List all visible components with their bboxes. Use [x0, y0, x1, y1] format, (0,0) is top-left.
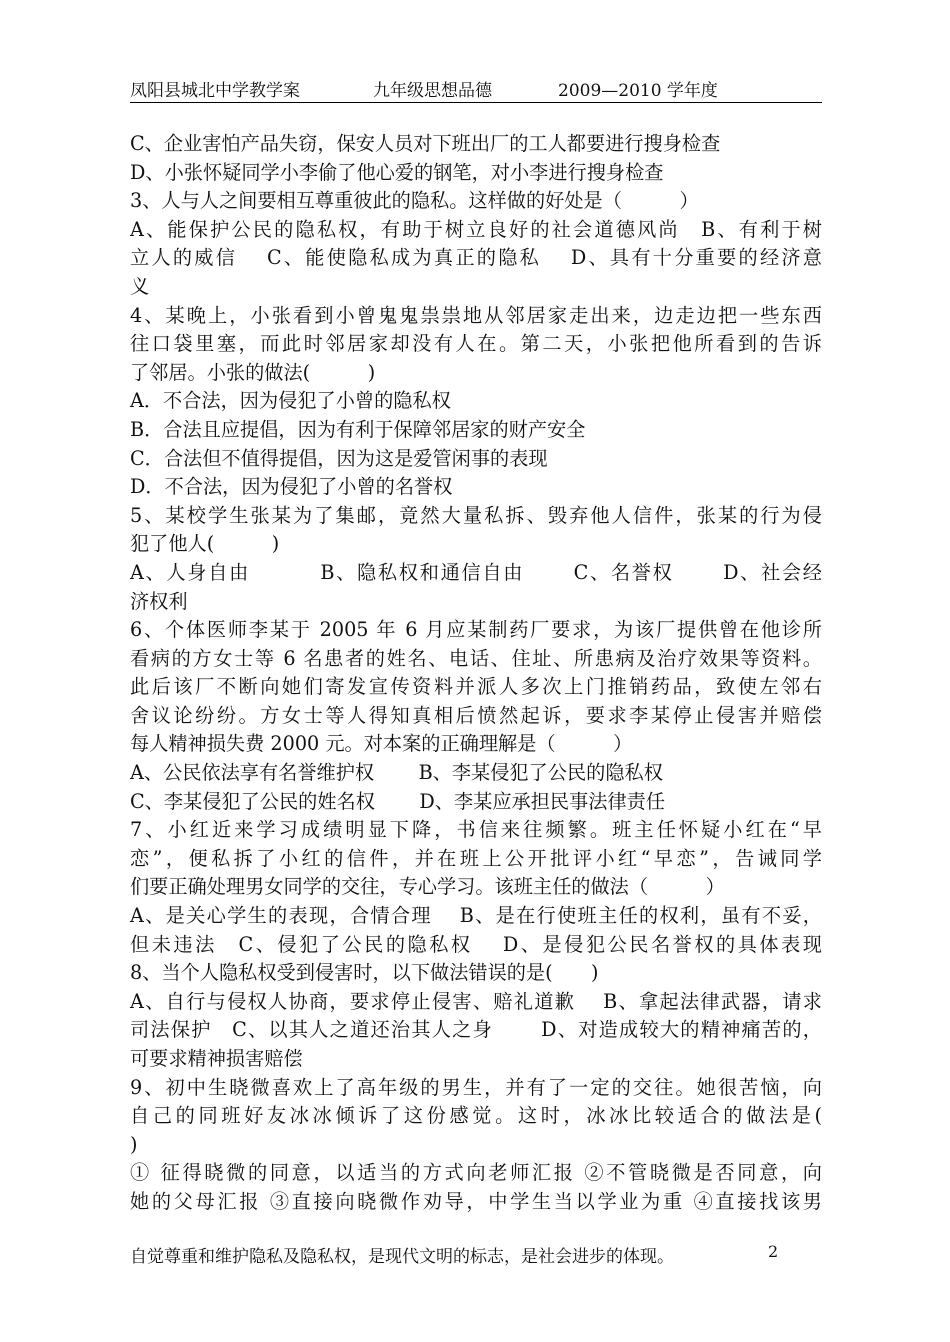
text-line: C．合法但不值得提倡，因为这是爱管闲事的表现: [130, 446, 548, 470]
text-line: D．不合法，因为侵犯了小曾的名誉权: [130, 475, 453, 499]
text-line: D、小张怀疑同学小李偷了他心爱的钢笔，对小李进行搜身检查: [130, 160, 664, 184]
text-line: 恋”，便私拆了小红的信件，并在班上公开批评小红“早恋”，告诫同学: [130, 846, 822, 870]
text-line: ① 征得晓微的同意，以适当的方式向老师汇报 ②不管晓微是否同意，向: [130, 1161, 822, 1185]
text-line: A、公民依法享有名誉维护权 B、李某侵犯了公民的隐私权: [130, 761, 663, 785]
text-line: A．不合法，因为侵犯了小曾的隐私权: [130, 389, 451, 413]
text-line: 司法保护 C、以其人之道还治其人之身 D、对造成较大的精神痛苦的，: [130, 1018, 822, 1042]
page-number: 2: [768, 1242, 779, 1261]
text-line: 立人的威信 C、能使隐私成为真正的隐私 D、具有十分重要的经济意: [130, 246, 822, 270]
text-line: 9、初中生晓微喜欢上了高年级的男生，并有了一定的交往。她很苦恼，向: [130, 1075, 822, 1099]
text-line: 自己的同班好友冰冰倾诉了这份感觉。这时，冰冰比较适合的做法是(: [130, 1104, 822, 1128]
text-line: 舍议论纷纷。方女士等人得知真相后愤然起诉，要求李某停止侵害并赔偿: [130, 703, 822, 727]
text-line: 6、个体医师李某于 2005 年 6 月应某制药厂要求，为该厂提供曾在他诊所: [130, 618, 822, 642]
text-line: 但未违法 C、侵犯了公民的隐私权 D、是侵犯公民名誉权的具体表现: [130, 932, 822, 956]
text-line: 3、人与人之间要相互尊重彼此的隐私。这样做的好处是（ ）: [130, 189, 699, 213]
text-line: 犯了他人( ): [130, 532, 280, 556]
page-header: [130, 76, 822, 103]
text-line: 此后该厂不断向她们寄发宣传资料并派人多次上门推销药品，致使左邻右: [130, 675, 822, 699]
text-line: 们要正确处理男女同学的交往，专心学习。该班主任的做法（ ）: [130, 875, 725, 899]
text-line: 义: [130, 274, 150, 298]
document-body: [130, 130, 822, 1217]
text-line: 5、某校学生张某为了集邮，竟然大量私拆、毁弃他人信件，张某的行为侵: [130, 503, 822, 527]
text-line: 每人精神损失费 2000 元。对本案的正确理解是（ ）: [130, 732, 633, 756]
text-line: A、自行与侵权人协商，要求停止侵害、赔礼道歉 B、拿起法律武器，请求: [130, 989, 822, 1013]
text-line: 7、小红近来学习成绩明显下降，书信来往频繁。班主任怀疑小红在“早: [130, 818, 822, 842]
text-line: 她的父母汇报 ③直接向晓微作劝导，中学生当以学业为重 ④直接找该男: [130, 1189, 822, 1213]
footer-slogan: 自觉尊重和维护隐私及隐私权，是现代文明的标志，是社会进步的体现。: [130, 1247, 674, 1267]
text-line: B．合法且应提倡，因为有利于保障邻居家的财产安全: [130, 417, 586, 441]
text-line: 了邻居。小张的做法( ): [130, 360, 376, 384]
text-line: ): [130, 1132, 138, 1156]
text-line: 往口袋里塞，而此时邻居家却没有人在。第二天，小张把他所看到的告诉: [130, 332, 822, 356]
text-line: C、李某侵犯了公民的姓名权 D、李某应承担民事法律责任: [130, 789, 666, 813]
text-line: 8、当个人隐私权受到侵害时，以下做法错误的是( ): [130, 961, 599, 985]
text-line: A、能保护公民的隐私权，有助于树立良好的社会道德风尚 B、有利于树: [130, 217, 822, 241]
text-line: A、人身自由 B、隐私权和通信自由 C、名誉权 D、社会经: [130, 560, 822, 584]
header-school-name: 凤阳县城北中学教学案: [130, 81, 300, 101]
text-line: 看病的方女士等 6 名患者的姓名、电话、住址、所患病及治疗效果等资料。: [130, 646, 822, 670]
text-line: 可要求精神损害赔偿: [130, 1047, 303, 1070]
text-line: 济权利: [130, 589, 188, 613]
header-school-year: 2009—2010 学年度: [558, 81, 718, 101]
text-line: 4、某晚上，小张看到小曾鬼鬼祟祟地从邻居家走出来，边走边把一些东西: [130, 303, 822, 327]
text-line: C、企业害怕产品失窃，保安人员对下班出厂的工人都要进行搜身检查: [130, 132, 721, 155]
header-grade-subject: 九年级思想品德: [373, 81, 492, 101]
text-line: A、是关心学生的表现，合情合理 B、是在行使班主任的权利，虽有不妥，: [130, 904, 822, 928]
